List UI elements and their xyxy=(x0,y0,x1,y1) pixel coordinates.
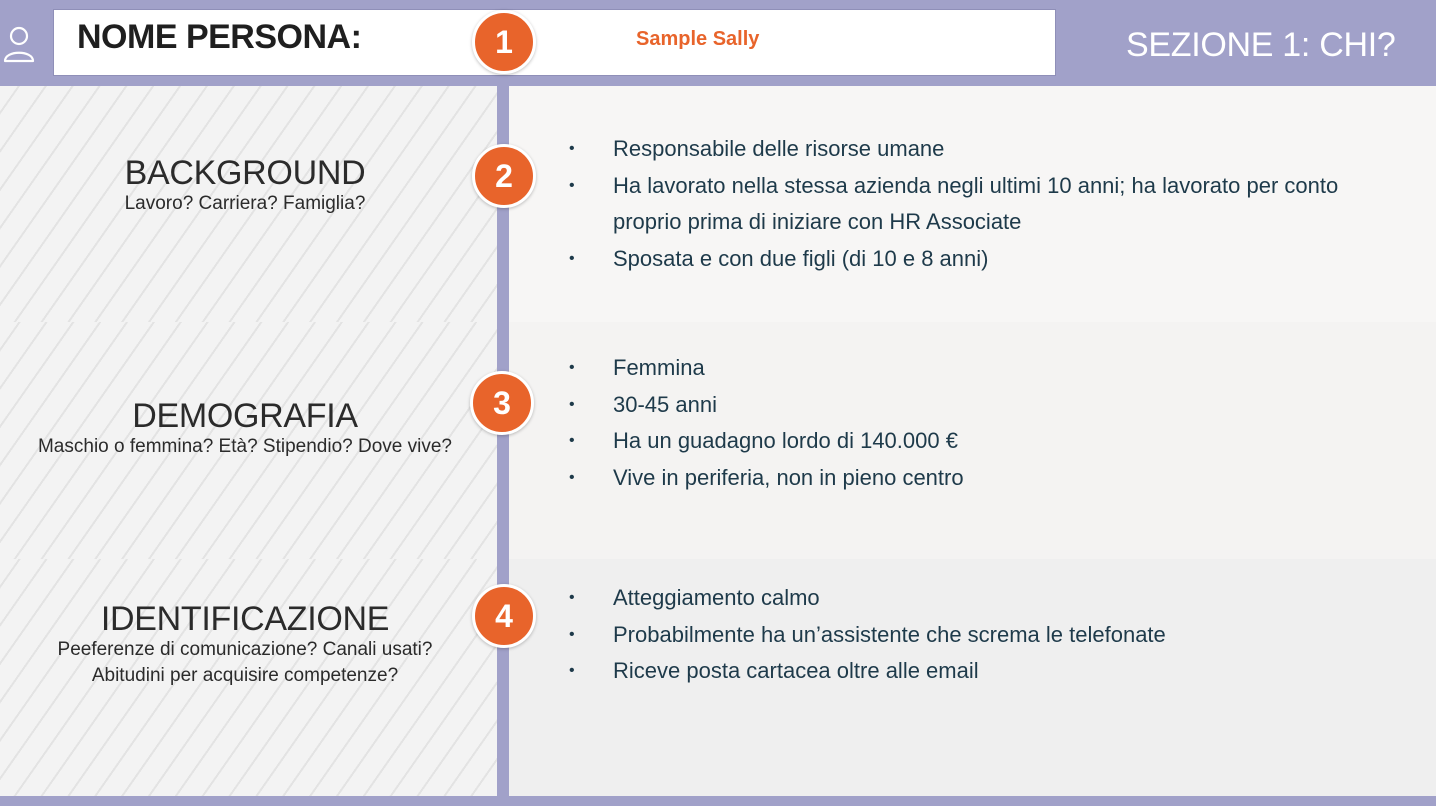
section-title-background: BACKGROUND xyxy=(124,154,366,192)
list-item xyxy=(569,131,1359,168)
header-bar xyxy=(0,0,1436,86)
bullet-text: 30-45 anni xyxy=(613,391,717,417)
list-item xyxy=(569,387,1359,424)
list-item xyxy=(569,168,1359,241)
bullet-text: Vive in periferia, non in pieno centro xyxy=(613,464,964,490)
bullet-list-demografia xyxy=(569,350,1359,496)
bullet-list-identificazione xyxy=(569,580,1359,690)
list-item xyxy=(569,423,1359,460)
bullet-dot: • xyxy=(569,468,575,486)
bullet-dot: • xyxy=(569,395,575,413)
persona-name-label: NOME PERSONA: xyxy=(77,18,362,56)
bullet-text: Riceve posta cartacea oltre alle email xyxy=(613,658,979,683)
list-item xyxy=(569,241,1359,278)
bullet-dot: • xyxy=(569,662,575,679)
bullet-dot: • xyxy=(569,589,575,606)
persona-name-value[interactable]: Sample Sally xyxy=(636,28,760,50)
bullet-text: Sposata e con due figli (di 10 e 8 anni) xyxy=(613,245,989,271)
section-title-demografia: DEMOGRAFIA xyxy=(132,397,358,435)
bullet-dot: • xyxy=(569,140,575,157)
bullet-text: Ha un guadagno lordo di 140.000 € xyxy=(613,428,958,453)
section-subtitle-identificazione-line1: Peeferenze di comunicazione? Canali usati? xyxy=(57,639,433,660)
bullet-dot: • xyxy=(569,176,575,194)
bullet-text: Probabilmente ha un’assistente che screma le telefonate xyxy=(613,621,1166,647)
bullet-dot: • xyxy=(569,249,575,267)
section-subtitle-identificazione-line2: Abitudini per acquisire competenze? xyxy=(91,665,399,686)
bullet-dot: • xyxy=(569,432,575,449)
section-title: SEZIONE 1: CHI? xyxy=(1126,26,1396,64)
bullet-dot: • xyxy=(569,625,575,643)
step-badge-1: 1 xyxy=(472,10,536,74)
bullet-list-background xyxy=(569,131,1359,277)
user-icon xyxy=(2,25,36,63)
list-item xyxy=(569,653,1359,690)
bullet-text: Atteggiamento calmo xyxy=(613,585,820,610)
section-subtitle-demografia: Maschio o femmina? Età? Stipendio? Dove vive? xyxy=(37,436,452,457)
section-subtitle-background: Lavoro? Carriera? Famiglia? xyxy=(124,193,366,214)
step-badge-3: 3 xyxy=(470,371,534,435)
list-item xyxy=(569,580,1359,617)
bullet-text: Responsabile delle risorse umane xyxy=(613,136,945,161)
bottom-frame xyxy=(0,796,1436,806)
list-item xyxy=(569,460,1359,497)
bullet-text: Femmina xyxy=(613,355,705,380)
bullet-dot: • xyxy=(569,359,575,376)
list-item xyxy=(569,350,1359,387)
section-title-identificazione: IDENTIFICAZIONE xyxy=(100,600,390,638)
step-badge-2: 2 xyxy=(472,144,536,208)
list-item xyxy=(569,617,1359,654)
bullet-text: Ha lavorato nella stessa azienda negli ultimi 10 anni; ha lavorato per conto proprio prima di iniziare con HR Associate xyxy=(613,172,1339,234)
step-badge-4: 4 xyxy=(472,584,536,648)
